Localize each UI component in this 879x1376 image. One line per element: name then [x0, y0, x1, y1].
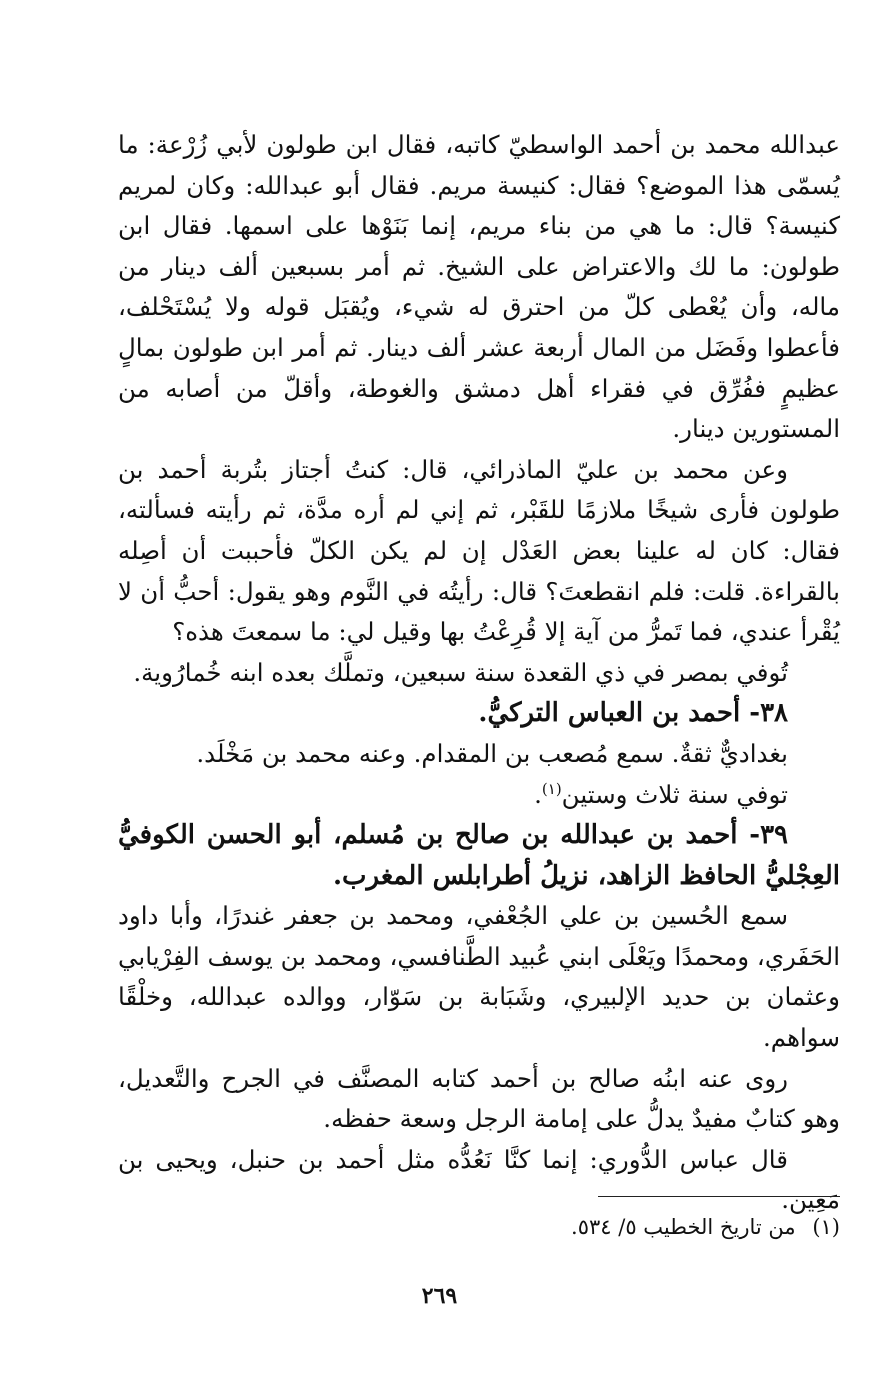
entry-38-heading: ٣٨- أحمد بن العباس التركيُّ. — [478, 698, 788, 729]
entry-39-heading: ٣٩- أحمد بن عبدالله بن صالح بن مُسلم، أبو الحسن الكوفيُّ العِجْليُّ الحافظ الزاهد، نزيلُ أطرابلس المغرب. — [118, 820, 840, 891]
entry-39-paragraph-teachers: سمع الحُسين بن علي الجُعْفي، ومحمد بن جعفر غندرًا، وأبا داود الحَفَري، ومحمدًا ويَعْلَى ابني عُبيد الطَّنافسي، ومحمد بن يوسف الفِرْيابي وعثمان بن حديد الإلبيري، وشَبَابة بن سَوّار، ووالده عبدالله، وخلْقًا سواهم. — [118, 901, 840, 1053]
entry-39-paragraph-students: روى عنه ابنُه صالح بن أحمد كتابه المصنَّف في الجرح والتَّعديل، وهو كتابٌ مفيدٌ يدلُّ على إمامة الرجل وسعة حفظه. — [118, 1063, 840, 1134]
entry-39-paragraph-duri: قال عباس الدُّوري: إنما كنَّا نَعُدُّه مثل أحمد بن حنبل، ويحيى بن مَعِين. — [118, 1144, 840, 1215]
footnote-text: من تاريخ الخطيب ٥/ ٥٣٤. — [571, 1215, 796, 1239]
footnote-reference[interactable]: (١) — [541, 779, 562, 798]
footnote — [300, 1212, 840, 1242]
entry-38-line-1: بغداديٌّ ثقةٌ. سمع مُصعب بن المقدام. وعنه محمد بن مَخْلَد. — [196, 738, 788, 768]
footnote-divider — [598, 1196, 840, 1197]
footnote-number: (١) — [812, 1215, 840, 1239]
entry-38-line-end: . — [534, 779, 542, 809]
paragraph-madhara-i-narration: وعن محمد بن عليّ الماذرائي، قال: كنتُ أجتاز بتُربة أحمد بن طولون فأرى شيخًا ملازمًا للقَبْر، ثم إني لم أره مدَّة، ثم رأيته فسألته، فقال: كان له علينا بعض العَدْل إن لم يكن الكلّ فأحببت أن أصِله بالقراءة. قلت: فلم انقطعتَ؟ قال: رأيتُه في النَّوم وهو يقول: أحبُّ أن لا يُقْرأ عندي، فما تَمرُّ من آية إلا قُرِعْتُ بها وقيل لي: ما سمعتَ هذه؟ — [118, 454, 840, 647]
main-text — [118, 125, 840, 1221]
paragraph-death-notice: تُوفي بمصر في ذي القعدة سنة سبعين، وتملَّك بعده ابنه خُمارُوية. — [133, 657, 788, 687]
entry-38-death-year: توفي سنة ثلاث وستين — [561, 779, 788, 809]
page-number: ٢٦٩ — [421, 1283, 458, 1309]
paragraph-ibn-tulun-church: عبدالله محمد بن أحمد الواسطيّ كاتبه، فقال ابن طولون لأبي زُرْعة: ما يُسمّى هذا الموضع؟ فقال: كنيسة مريم. فقال أبو عبدالله: وكان لمريم كنيسة؟ قال: ما هي من بناء مريم، إنما بَنَوْها على اسمها. فقال ابن طولون: ما لك والاعتراض على الشيخ. ثم أمر بسبعين ألف دينار من ماله، وأن يُعْطى كلّ من احترق له شيء، ويُقبَل قوله ولا يُسْتَحْلف، فأعطوا وفَضَل من المال أربعة عشر ألف دينار. ثم أمر ابن طولون بمالٍ عظيمٍ ففُرِّق في فقراء أهل دمشق والغوطة، وأقلّ من أصابه من المستورين دينار. — [118, 130, 840, 444]
entry-38-line-2 — [118, 775, 840, 816]
